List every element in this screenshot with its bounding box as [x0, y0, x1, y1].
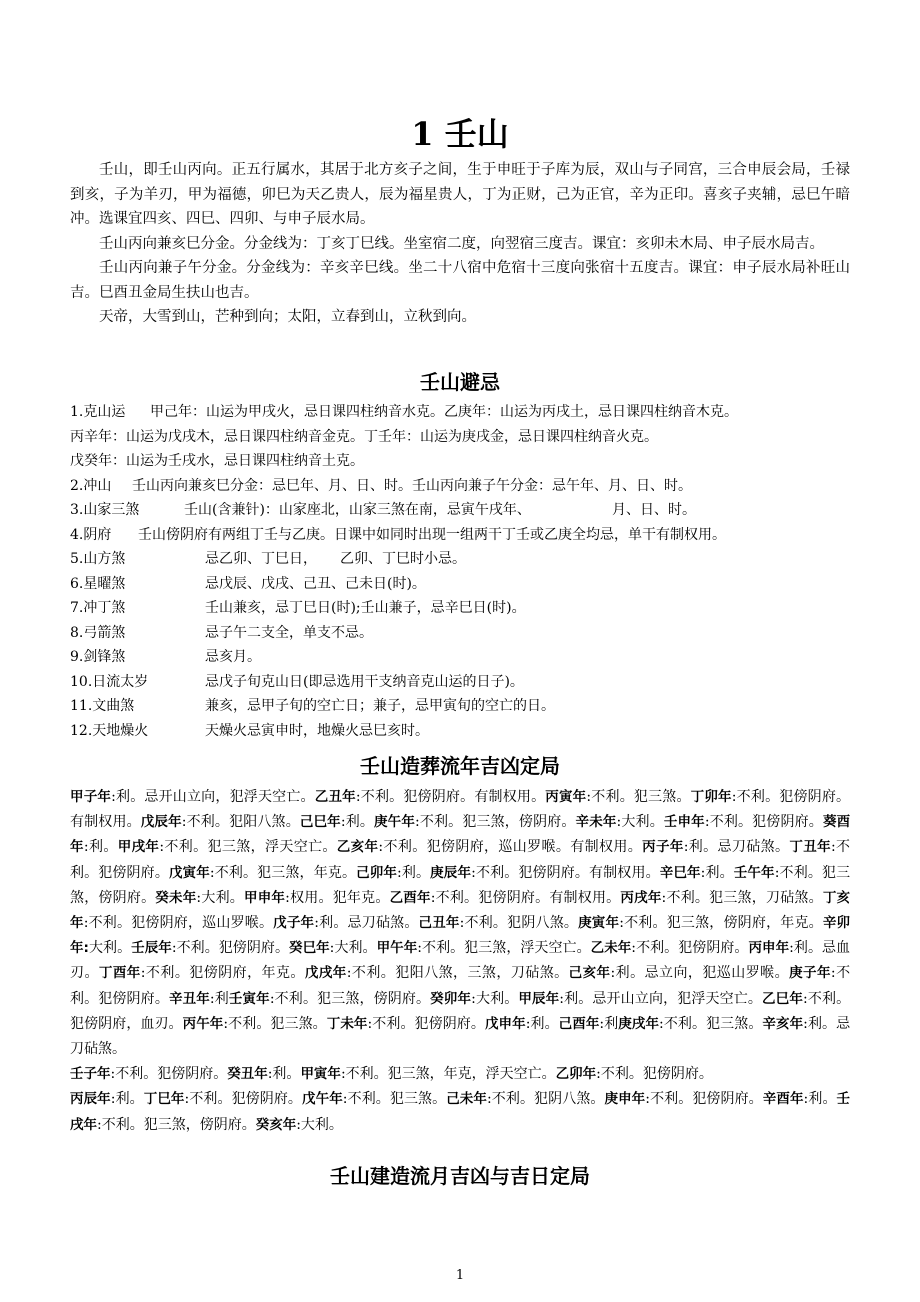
avoid-text: 忌乙卯、丁巳日， [205, 551, 317, 567]
intro-paragraph: 壬山，即壬山丙向。正五行属水，其居于北方亥子之间，生于申旺于子库为辰，双山与子同宫，三合申辰会局，壬禄到亥，子为羊刃，甲为福德，卯巳为天乙贵人，辰为福星贵人，丁为正财，己为正官，辛为正印。喜亥子夹辅，忌巳午暗冲。选课宜四亥、四巳、四卯、与申子辰水局。 [70, 162, 850, 227]
year-verdict: :利。忌血刃。 [70, 940, 851, 982]
avoid-text: 壬山兼亥，忌丁巳日(时);壬山兼子，忌辛巳日(时)。 [205, 600, 526, 616]
year-verdict: :不利。犯傍阴府。 [367, 1015, 485, 1032]
year-label: 丙子年 [642, 839, 684, 856]
year-verdict: :利。 [803, 1091, 837, 1108]
year-label: 戊戌年 [304, 965, 347, 982]
avoid-text: 乙卯、丁巳时小忌。 [340, 551, 466, 567]
year-verdict: :大利。 [296, 1116, 343, 1133]
year-label: 己巳年 [299, 814, 341, 831]
year-label: 癸亥年 [255, 1116, 297, 1133]
year-label: 辛酉年 [762, 1091, 804, 1108]
year-label: 庚子年 [789, 965, 831, 982]
year-label: 己亥年 [568, 965, 611, 982]
year-verdict: :不利。犯三煞，傍阴府，年克。 [619, 915, 823, 932]
intro-paragraph: 壬山丙向兼子午分金。分金线为：辛亥辛巳线。坐二十八宿中危宿十三度向张宿十五度吉。课宜：申子辰水局补旺山吉。巳酉丑金局生扶山也吉。 [70, 260, 850, 301]
avoid-text: 天燥火忌寅申时，地燥火忌巳亥时。 [205, 722, 429, 739]
year-label: 丙戌年 [620, 889, 662, 906]
avoid-heading: 壬山避忌 [420, 370, 500, 394]
year-verdict: :不利。犯傍阴府。 [645, 1091, 763, 1108]
avoid-text: 戊癸年：山运为壬戌水，忌日课四柱纳音土克。 [70, 453, 364, 469]
avoid-row [70, 719, 850, 744]
year-verdict: :不利。犯三煞，年克。 [209, 864, 357, 881]
year-label: 乙酉年 [389, 889, 431, 906]
avoid-row [70, 425, 850, 450]
years-paragraph [70, 1062, 850, 1087]
year-label: 壬午年 [733, 864, 775, 881]
year-verdict: :利。 [83, 839, 118, 856]
year-verdict: :不利。犯阴八煞。 [486, 1091, 605, 1108]
year-verdict: :不利。犯三煞。 [223, 1015, 327, 1032]
year-verdict: :不利。犯三煞，傍阴府。 [70, 864, 851, 906]
intro-section [70, 158, 850, 330]
year-label: 辛丑年 [168, 990, 210, 1007]
year-verdict: :不利。犯傍阴府。 [70, 839, 851, 881]
avoid-row [70, 498, 850, 523]
year-label: 丙申年 [748, 940, 790, 957]
year-verdict: :不利。犯三煞，傍阴府。 [97, 1116, 256, 1133]
avoid-row [70, 449, 850, 474]
year-verdict: :不利。犯傍阴府。 [631, 940, 749, 957]
year-verdict: :不利。犯三煞，浮天空亡。 [417, 940, 591, 957]
year-label: 丙午年 [182, 1015, 224, 1032]
year-verdict: :利。忌立向，犯巡山罗喉。 [610, 965, 790, 982]
year-label: 甲子年 [70, 789, 112, 805]
year-label: 甲辰年 [518, 990, 560, 1007]
year-label: 壬子年 [70, 1066, 111, 1083]
year-label: 戊寅年 [168, 864, 210, 881]
avoid-text: 甲己年：山运为甲戌火，忌日课四柱纳音水克。乙庚年：山运为丙戌土，忌日课四柱纳音木克。 [150, 404, 738, 420]
year-verdict: :不利。犯三煞，年克，浮天空亡。 [340, 1066, 556, 1083]
intro-paragraph: 壬山丙向兼亥巳分金。分金线为：丁亥丁巳线。坐室宿二度，向翌宿三度吉。课宜：亥卯未木局、申子辰水局吉。 [99, 235, 824, 252]
avoid-label: 11.文曲煞 [70, 698, 135, 714]
year-label: 丁巳年 [143, 1091, 185, 1108]
year-verdict: :利。 [340, 814, 375, 831]
avoid-text: 壬山丙向兼亥巳分金：忌巳年、月、日、时。壬山丙向兼子午分金：忌午年、月、日、时。 [132, 477, 692, 494]
year-verdict: :不利。犯傍阴府。有制权用。 [355, 789, 546, 805]
year-label: 乙丑年 [314, 789, 356, 805]
page-title: 1 壬山 [411, 115, 509, 153]
year-label: 壬戌年 [70, 1091, 851, 1133]
avoid-text: 忌戊子旬克山日(即忌选用干支纳音克山运的日子)。 [205, 673, 524, 690]
avoid-row [70, 596, 850, 621]
year-label: 辛卯年: [70, 915, 851, 957]
year-label: 戊午年 [302, 1091, 343, 1108]
year-verdict: :不利。犯三煞，傍阴府。 [269, 990, 431, 1007]
year-verdict: :不利。犯三煞。 [659, 1015, 763, 1032]
year-label: 丁丑年 [789, 839, 831, 856]
year-label: 癸巳年 [289, 940, 330, 957]
year-label: 戊申年 [484, 1015, 526, 1032]
year-verdict: :利 [599, 1015, 619, 1032]
year-verdict: :不利。犯三煞，刀砧煞。 [661, 889, 823, 906]
year-verdict: :不利。犯阴八煞。 [459, 915, 579, 932]
year-verdict: :大利。 [616, 814, 664, 831]
year-label: 乙卯年 [555, 1066, 597, 1083]
intro-paragraph: 天帝，大雪到山，芒种到向；太阳，立春到山，立秋到向。 [99, 309, 476, 325]
year-verdict: :大利。 [329, 940, 377, 957]
avoid-row [70, 523, 850, 548]
year-verdict: :利。忌开山立向，犯浮天空亡。 [111, 789, 315, 805]
year-label: 辛巳年 [659, 864, 701, 881]
year-verdict: :利。 [267, 1066, 301, 1083]
year-verdict: :不利。犯阳八煞。 [181, 814, 300, 831]
year-label: 甲戌年 [117, 839, 160, 856]
year-label: 丁酉年 [98, 965, 141, 982]
year-label: 庚戌年 [618, 1015, 660, 1032]
year-verdict: :利。忌开山立向，犯浮天空亡。 [559, 990, 763, 1007]
year-verdict: :不利。犯傍阴府。 [70, 965, 851, 1007]
year-verdict: :利。 [700, 864, 734, 881]
year-label: 辛亥年 [762, 1015, 804, 1032]
year-verdict: :利。忌刀砧煞。 [70, 1015, 851, 1058]
year-label: 丙辰年 [70, 1091, 111, 1108]
avoid-label: 10.日流太岁 [70, 673, 149, 690]
year-label: 壬申年 [663, 814, 705, 831]
year-label: 丁未年 [326, 1015, 368, 1032]
year-label: 庚寅年 [578, 915, 620, 932]
avoid-label: 8.弓箭煞 [70, 624, 126, 641]
page-number: 1 [455, 1268, 465, 1283]
year-verdict: :不利。犯三煞，浮天空亡。 [159, 839, 337, 856]
year-label: 己卯年 [356, 864, 398, 881]
year-label: 甲申年 [244, 889, 286, 906]
avoid-row [70, 400, 850, 425]
year-verdict: :大利。 [196, 889, 244, 906]
year-label: 丙寅年 [545, 789, 587, 805]
avoid-row [70, 694, 850, 719]
year-verdict: :不利。犯傍阴府，巡山罗喉。有制权用。 [378, 839, 643, 856]
year-verdict: :不利。犯傍阴府。有制权用。 [70, 789, 851, 831]
year-verdict: :不利。犯傍阴府，巡山罗喉。 [83, 915, 274, 932]
avoid-row [70, 645, 850, 670]
avoid-text: 丙辛年：山运为戊戌木，忌日课四柱纳音金克。丁壬年：山运为庚戌金，忌日课四柱纳音火克。 [70, 428, 658, 445]
year-verdict: :不利。犯傍阴府。 [596, 1066, 713, 1083]
year-verdict: :利 [209, 990, 229, 1007]
year-label: 乙未年 [590, 940, 632, 957]
year-label: 戊子年 [273, 915, 315, 932]
years-paragraph [70, 1087, 850, 1137]
year-label: 癸卯年 [430, 990, 472, 1007]
year-verdict: :不利。犯傍阴府。 [704, 814, 823, 831]
avoid-label: 12.天地燥火 [70, 722, 149, 739]
avoid-text: 壬山傍阴府有两组丁壬与乙庚。日课中如同时出现一组两干丁壬或乙庚全均忌，单干有制权用。 [138, 526, 726, 543]
avoid-list [70, 400, 850, 743]
year-label: 己丑年 [418, 915, 460, 932]
avoid-row [70, 547, 850, 572]
avoid-label: 2.冲山 [70, 477, 112, 494]
avoid-row [70, 474, 850, 499]
avoid-text: 忌戊辰、戊戌、己丑、己未日(时)。 [205, 575, 426, 592]
year-label: 庚午年 [374, 814, 415, 831]
year-verdict: :利。 [397, 864, 431, 881]
next-section-heading: 壬山建造流月吉凶与吉日定局 [330, 1164, 590, 1188]
year-verdict: :权用。犯年克。 [285, 889, 390, 906]
year-label: 己酉年 [558, 1015, 600, 1032]
year-label: 葵酉年 [70, 814, 851, 856]
year-verdict: :利。忌刀砧煞。 [683, 839, 790, 856]
avoid-label: 4.阴府 [70, 526, 112, 543]
avoid-label: 1.克山运 [70, 404, 126, 420]
year-label: 乙亥年 [336, 839, 379, 856]
avoid-label: 6.星曜煞 [70, 575, 126, 592]
year-label: 癸丑年 [227, 1066, 268, 1083]
year-label: 壬寅年 [228, 990, 270, 1007]
year-label: 丁亥年 [70, 889, 851, 932]
year-label: 癸未年 [155, 889, 197, 906]
year-verdict: :不利。犯三煞，傍阴府。 [414, 814, 576, 831]
year-label: 戊辰年 [140, 814, 182, 831]
avoid-text: 兼亥，忌甲子旬的空亡日；兼子，忌甲寅旬的空亡的日。 [205, 698, 555, 714]
year-verdict: :利。忌刀砧煞。 [314, 915, 419, 932]
avoid-label: 3.山家三煞 [70, 502, 140, 518]
avoid-text: 忌亥月。 [205, 649, 261, 665]
year-label: 乙巳年 [762, 990, 803, 1007]
avoid-text: 月、日、时。 [612, 502, 696, 518]
years-heading: 壬山造葬流年吉凶定局 [360, 754, 560, 778]
avoid-row [70, 621, 850, 646]
years-section [70, 785, 850, 1138]
year-verdict: :不利。犯傍阴府，血刃。 [70, 990, 851, 1032]
year-verdict: :不利。犯三煞。 [586, 789, 691, 805]
avoid-row [70, 670, 850, 695]
year-label: 壬辰年 [131, 940, 172, 957]
avoid-label: 7.冲丁煞 [70, 600, 126, 616]
year-label: 丁卯年 [690, 789, 732, 805]
avoid-text: 壬山(含兼针)：山家座北，山家三煞在南，忌寅午戌年、 [184, 502, 531, 518]
avoid-label: 5.山方煞 [70, 551, 126, 567]
year-label: 辛未年 [575, 814, 617, 831]
year-verdict: :大利。 [471, 990, 519, 1007]
year-verdict: :不利。犯三煞。 [342, 1091, 447, 1108]
year-verdict: :不利。犯傍阴府。有制权用。 [471, 864, 660, 881]
year-verdict: :不利。犯阳八煞，三煞，刀砧煞。 [346, 965, 569, 982]
avoid-text: 忌子午二支全，单支不忌。 [205, 624, 373, 641]
year-verdict: :不利。犯傍阴府。 [110, 1066, 228, 1083]
years-paragraph [70, 785, 850, 1062]
year-label: 庚申年 [604, 1091, 646, 1108]
year-verdict: :利。 [110, 1091, 144, 1108]
year-verdict: :利。 [525, 1015, 559, 1032]
year-label: 庚辰年 [430, 864, 472, 881]
year-label: 甲寅年 [300, 1066, 341, 1083]
year-label: 甲午年 [376, 940, 418, 957]
year-verdict: :不利。犯傍阴府。 [171, 940, 290, 957]
avoid-row [70, 572, 850, 597]
year-verdict: 大利。 [88, 940, 132, 957]
year-verdict: :不利。犯傍阴府。 [184, 1091, 303, 1108]
year-label: 己未年 [446, 1091, 487, 1108]
year-verdict: :不利。犯傍阴府。有制权用。 [430, 889, 621, 906]
year-verdict: :不利。犯傍阴府，年克。 [140, 965, 305, 982]
avoid-label: 9.剑锋煞 [70, 649, 126, 665]
